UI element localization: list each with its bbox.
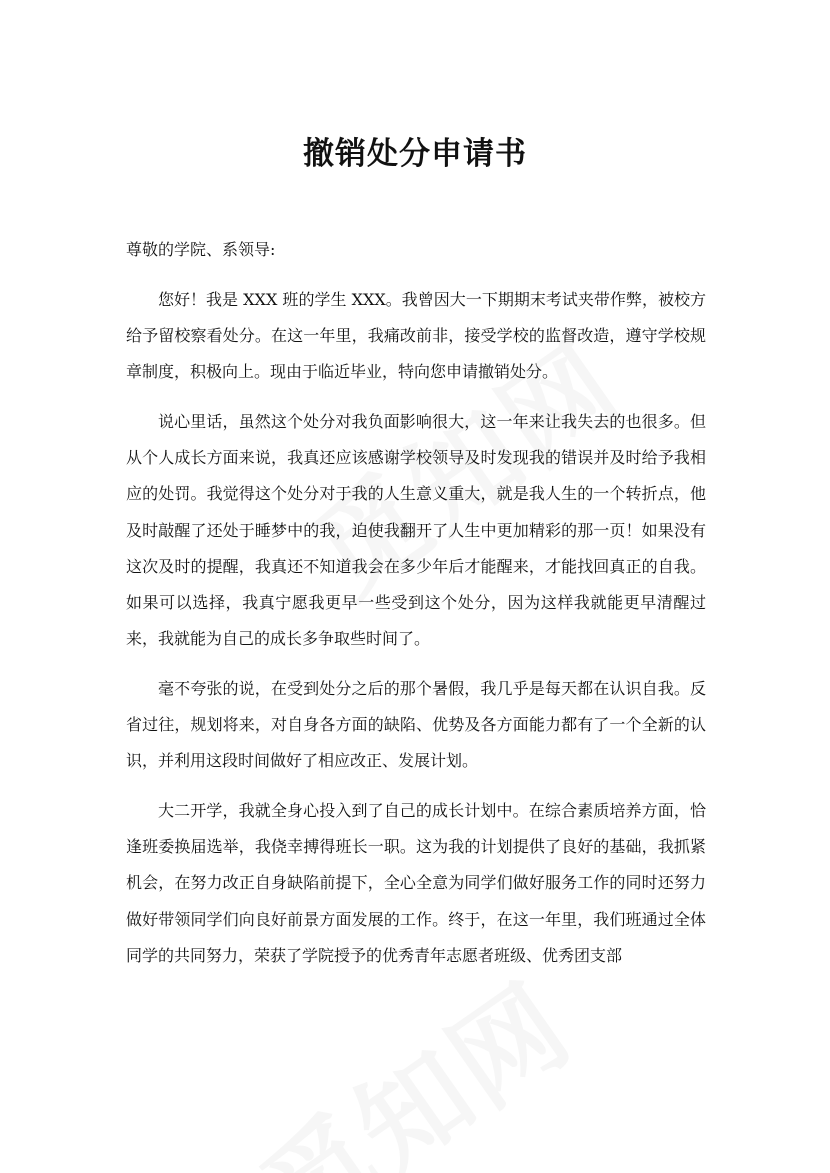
- salutation: 尊敬的学院、系领导:: [126, 240, 276, 259]
- paragraph-2: 说心里话，虽然这个处分对我负面影响很大，这一年来让我失去的也很多。但从个人成长方面来说，我真还应该感谢学校领导及时发现我的错误并及时给予我相应的处罚。我觉得这个处分对于我的人生意义重大，就是我人生的一个转折点，他及时敲醒了还处于睡梦中的我，迫使我翻开了人生中更加精彩的那一页！如果没有这次及时的提醒，我真还不知道我会在多少年后才能醒来，才能找回真正的自我。如果可以选择，我真宁愿我更早一些受到这个处分，因为这样我就能更早清醒过来，我就能为自己的成长多争取些时间了。: [126, 412, 706, 648]
- paragraph-4: 大二开学，我就全身心投入到了自己的成长计划中。在综合素质培养方面，恰逢班委换届选举，我侥幸搏得班长一职。这为我的计划提供了良好的基础，我抓紧机会，在努力改正自身缺陷前提下，全心全意为同学们做好服务工作的同时还努力做好带领同学们向良好前景方面发展的工作。终于，在这一年里，我们班通过全体同学的共同努力，荣获了学院授予的优秀青年志愿者班级、优秀团支部: [126, 801, 706, 965]
- document-title: 撤销处分申请书: [303, 136, 527, 172]
- paragraph-1: 您好！我是 XXX 班的学生 XXX。我曾因大一下期期末考试夹带作弊，被校方给予留校察看处分。在这一年里，我痛改前非，接受学校的监督改造，遵守学校规章制度，积极向上。现由于临近毕业，特向您申请撤销处分。: [126, 290, 706, 382]
- document-body: [126, 282, 706, 988]
- paragraph-3: 毫不夸张的说，在受到处分之后的那个暑假，我几乎是每天都在认识自我。反省过往，规划将来，对自身各方面的缺陷、优势及各方面能力都有了一个全新的认识，并利用这段时间做好了相应改正、发展计划。: [126, 678, 706, 771]
